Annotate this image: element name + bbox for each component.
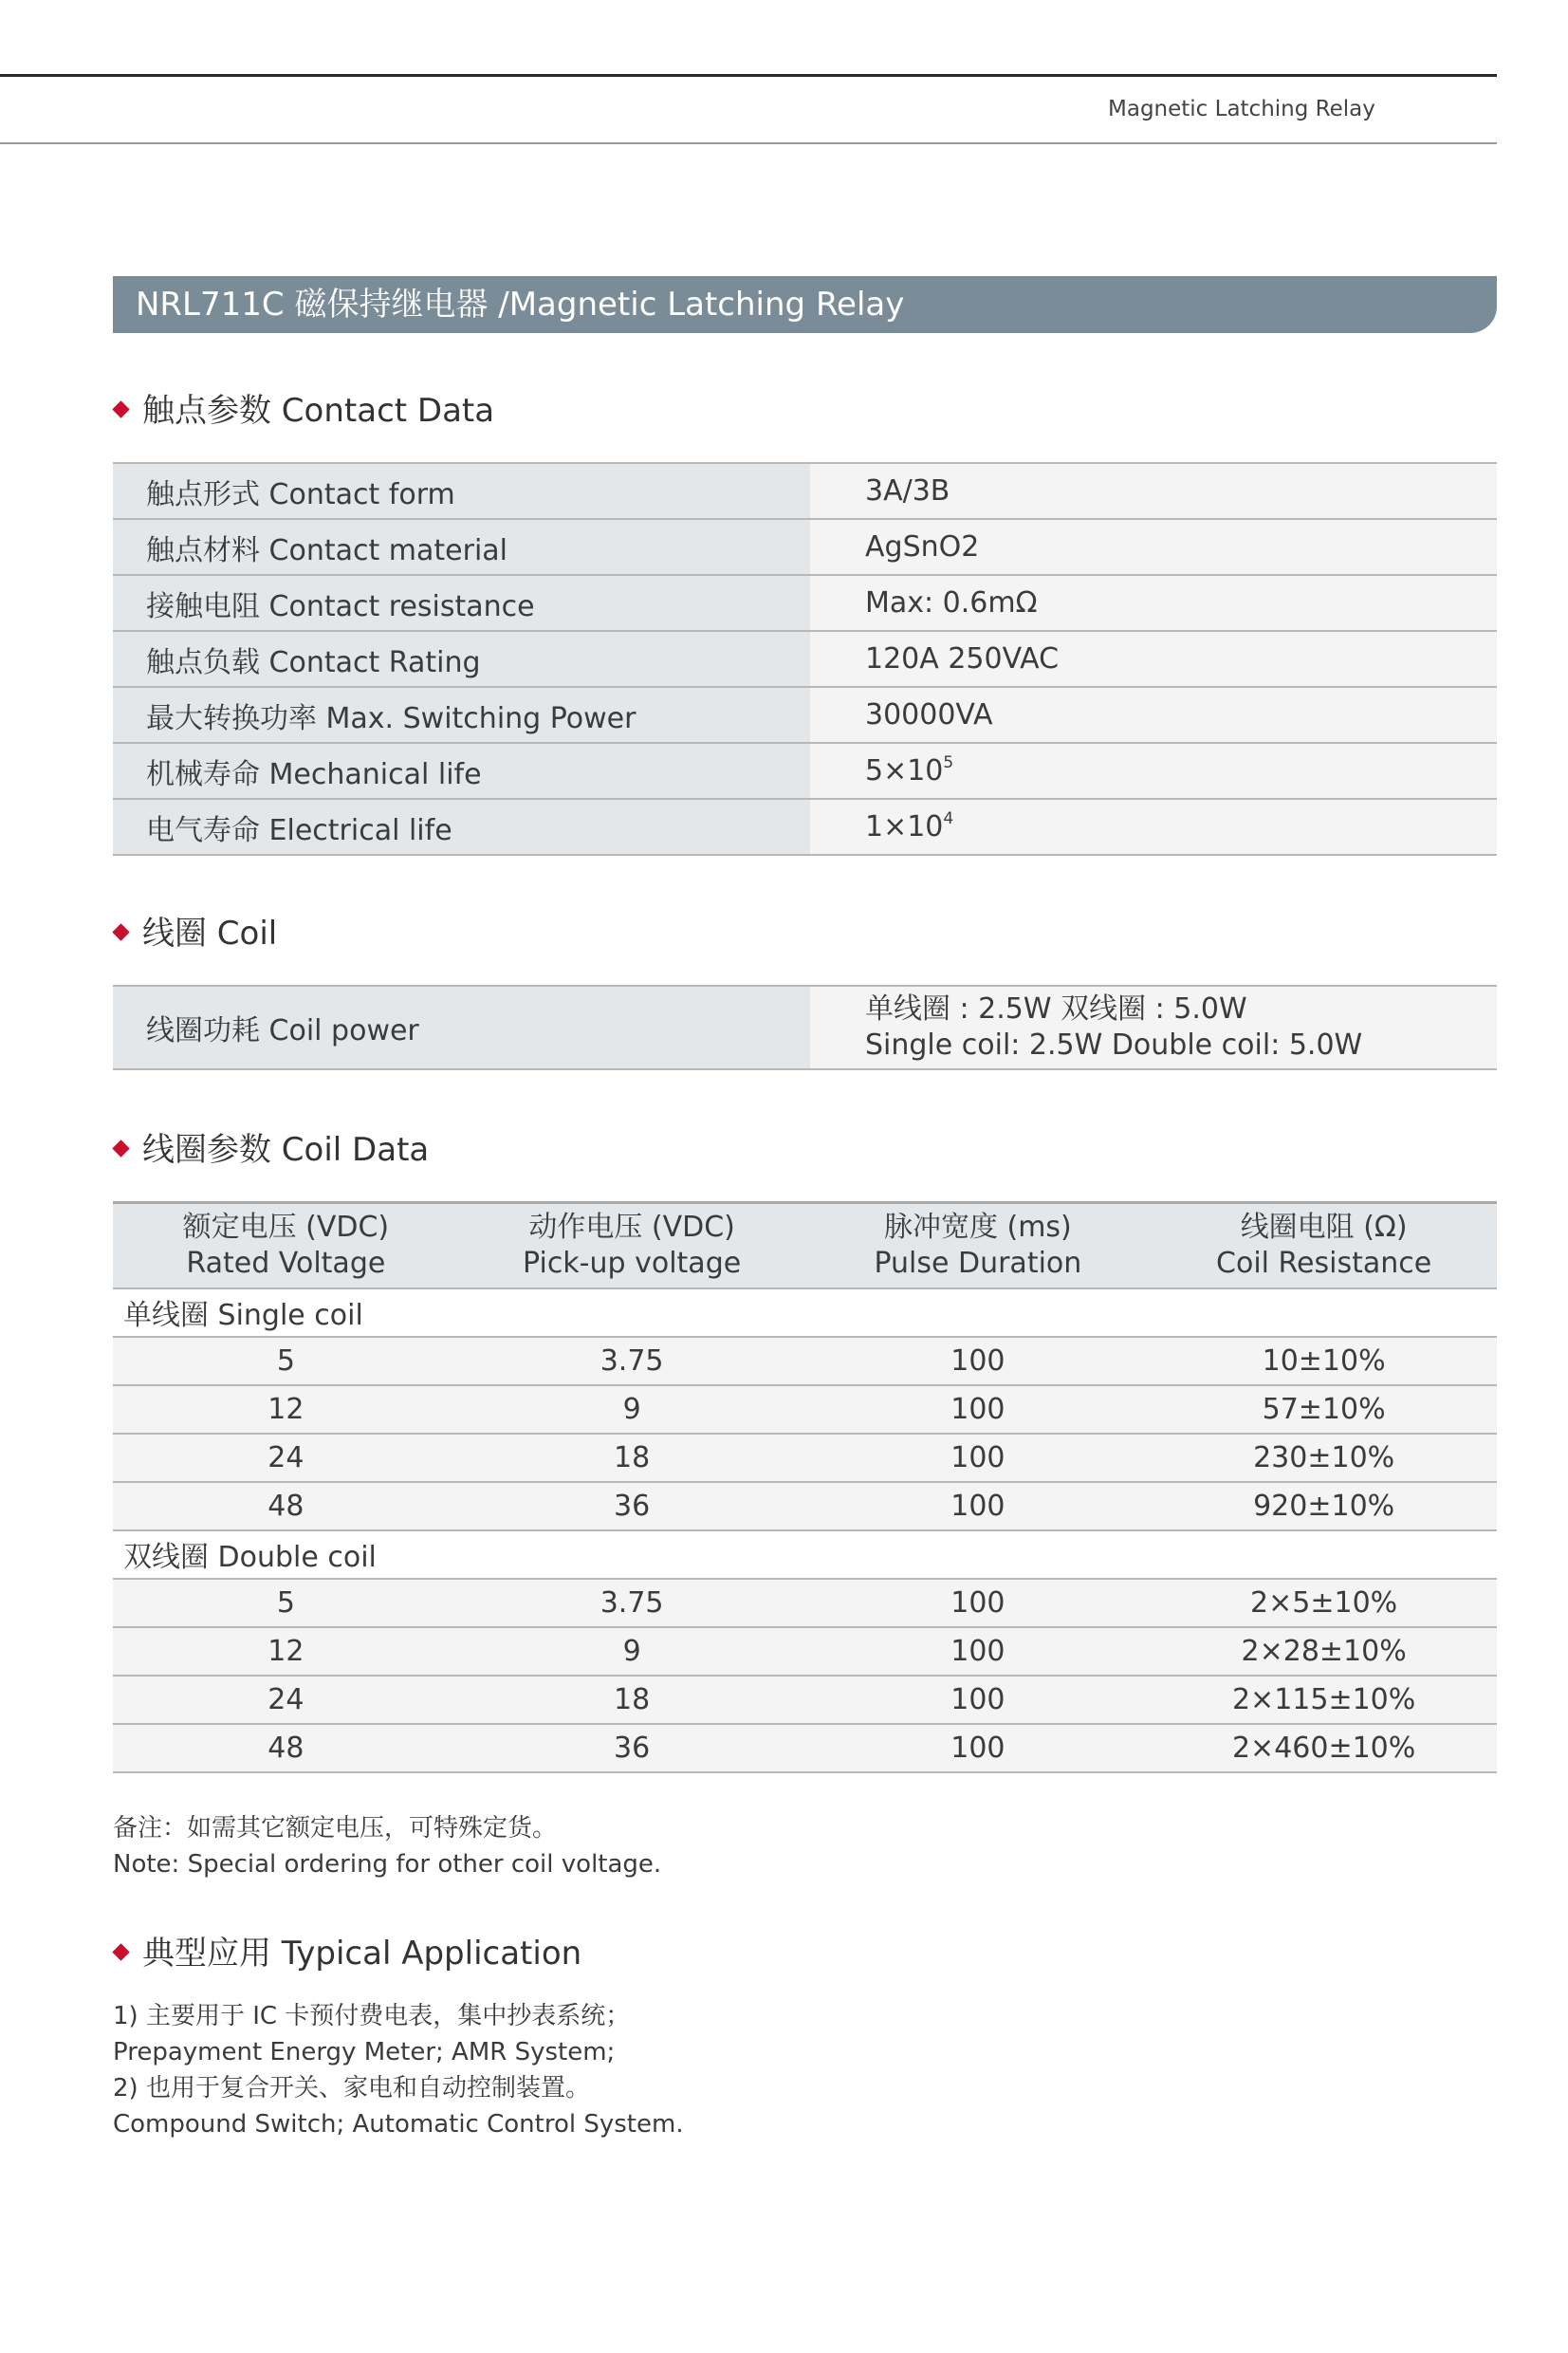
row-label: 接触电阻 Contact resistance bbox=[113, 575, 810, 631]
table-cell: 12 bbox=[267, 1634, 304, 1668]
table-cell: 36 bbox=[614, 1489, 651, 1523]
group-label: 单线圈 Single coil bbox=[123, 1299, 363, 1332]
row-label: 触点形式 Contact form bbox=[113, 463, 810, 519]
value-base: 5×10 bbox=[865, 754, 944, 787]
row-value bbox=[810, 743, 1497, 799]
coil-data-heading-text: 线圈参数 Coil Data bbox=[142, 1131, 430, 1169]
diamond-bullet-icon bbox=[112, 1139, 129, 1157]
table-cell: 100 bbox=[950, 1731, 1005, 1765]
header-bottom-rule bbox=[0, 142, 1497, 144]
table-cell: 5 bbox=[276, 1343, 295, 1378]
table-cell: 920±10% bbox=[1253, 1489, 1395, 1523]
table-cell: 9 bbox=[622, 1634, 641, 1668]
coil-power-en: Single coil: 2.5W Double coil: 5.0W bbox=[865, 1028, 1363, 1062]
column-header-en: Pulse Duration bbox=[874, 1246, 1082, 1280]
table-cell: 100 bbox=[950, 1440, 1005, 1474]
table-row bbox=[113, 1385, 1497, 1434]
application-heading bbox=[115, 1927, 581, 1973]
table-row bbox=[113, 1337, 1497, 1385]
table-row bbox=[113, 1579, 1497, 1627]
table-row bbox=[113, 986, 1497, 1069]
coil-power-table bbox=[113, 985, 1497, 1070]
value-base: 1×10 bbox=[865, 810, 944, 843]
column-header-cn: 额定电压 (VDC) bbox=[182, 1210, 390, 1244]
application-line: Prepayment Energy Meter; AMR System; bbox=[113, 2038, 616, 2066]
application-line: Compound Switch; Automatic Control System. bbox=[113, 2110, 684, 2139]
table-cell: 2×28±10% bbox=[1241, 1634, 1407, 1668]
application-list bbox=[113, 1998, 684, 2142]
table-cell: 9 bbox=[622, 1392, 641, 1426]
column-header-en: Pick-up voltage bbox=[523, 1246, 742, 1280]
row-label: 触点负载 Contact Rating bbox=[113, 631, 810, 687]
table-cell: 24 bbox=[267, 1440, 304, 1474]
table-cell: 230±10% bbox=[1253, 1440, 1395, 1474]
table-cell: 100 bbox=[950, 1489, 1005, 1523]
column-header bbox=[113, 1203, 459, 1288]
row-value: 3A/3B bbox=[810, 463, 1497, 519]
table-row bbox=[113, 1627, 1497, 1676]
table-cell: 48 bbox=[267, 1489, 304, 1523]
table-cell: 3.75 bbox=[600, 1585, 664, 1620]
table-row bbox=[113, 1724, 1497, 1772]
table-row bbox=[113, 463, 1497, 519]
header-top-rule bbox=[0, 74, 1497, 77]
table-cell: 100 bbox=[950, 1634, 1005, 1668]
table-cell: 10±10% bbox=[1262, 1343, 1386, 1378]
column-header-en: Rated Voltage bbox=[186, 1246, 386, 1280]
table-cell: 5 bbox=[276, 1585, 295, 1620]
table-row bbox=[113, 799, 1497, 855]
contact-data-heading bbox=[115, 384, 494, 431]
table-row bbox=[113, 743, 1497, 799]
table-cell: 2×5±10% bbox=[1250, 1585, 1398, 1620]
table-cell: 2×115±10% bbox=[1231, 1682, 1416, 1716]
table-row bbox=[113, 1434, 1497, 1482]
column-header bbox=[805, 1203, 1152, 1288]
row-label: 线圈功耗 Coil power bbox=[113, 986, 810, 1069]
table-cell: 57±10% bbox=[1262, 1392, 1386, 1426]
table-row bbox=[113, 1482, 1497, 1530]
table-cell: 3.75 bbox=[600, 1343, 664, 1378]
value-exponent: 5 bbox=[943, 753, 954, 772]
row-label: 最大转换功率 Max. Switching Power bbox=[113, 687, 810, 743]
application-line: 2) 也用于复合开关、家电和自动控制装置。 bbox=[113, 2074, 590, 2103]
table-header-row bbox=[113, 1203, 1497, 1288]
column-header bbox=[459, 1203, 805, 1288]
contact-data-table bbox=[113, 462, 1497, 856]
diamond-bullet-icon bbox=[112, 1943, 129, 1960]
table-cell: 2×460±10% bbox=[1231, 1731, 1416, 1765]
table-row bbox=[113, 687, 1497, 743]
contact-data-heading-text: 触点参数 Contact Data bbox=[142, 392, 495, 430]
group-label: 双线圈 Double coil bbox=[123, 1541, 377, 1574]
coil-heading-text: 线圈 Coil bbox=[142, 915, 278, 953]
column-header-cn: 线圈电阻 (Ω) bbox=[1240, 1210, 1408, 1244]
row-label: 电气寿命 Electrical life bbox=[113, 799, 810, 855]
row-value: 30000VA bbox=[810, 687, 1497, 743]
column-header-cn: 脉冲宽度 (ms) bbox=[883, 1210, 1072, 1244]
column-header-en: Coil Resistance bbox=[1216, 1246, 1432, 1280]
row-label: 机械寿命 Mechanical life bbox=[113, 743, 810, 799]
group-row-double-coil bbox=[113, 1530, 1497, 1579]
table-cell: 100 bbox=[950, 1343, 1005, 1378]
coil-data-table bbox=[113, 1201, 1497, 1773]
table-cell: 24 bbox=[267, 1682, 304, 1716]
table-cell: 18 bbox=[614, 1440, 651, 1474]
table-cell: 12 bbox=[267, 1392, 304, 1426]
table-row bbox=[113, 519, 1497, 575]
table-cell: 18 bbox=[614, 1682, 651, 1716]
row-value: 120A 250VAC bbox=[810, 631, 1497, 687]
table-row bbox=[113, 575, 1497, 631]
note-block bbox=[113, 1810, 661, 1882]
running-title: Magnetic Latching Relay bbox=[1108, 97, 1375, 121]
note-cn: 备注：如需其它额定电压，可特殊定货。 bbox=[113, 1814, 558, 1843]
column-header bbox=[1151, 1203, 1497, 1288]
table-row bbox=[113, 1676, 1497, 1724]
table-cell: 100 bbox=[950, 1682, 1005, 1716]
diamond-bullet-icon bbox=[112, 923, 129, 940]
row-value: Max: 0.6mΩ bbox=[810, 575, 1497, 631]
row-value: AgSnO2 bbox=[810, 519, 1497, 575]
coil-power-cn: 单线圈 : 2.5W 双线圈 : 5.0W bbox=[865, 992, 1247, 1026]
table-cell: 100 bbox=[950, 1585, 1005, 1620]
table-row bbox=[113, 631, 1497, 687]
coil-data-heading bbox=[115, 1123, 429, 1170]
row-label: 触点材料 Contact material bbox=[113, 519, 810, 575]
application-line: 1) 主要用于 IC 卡预付费电表，集中抄表系统； bbox=[113, 2002, 631, 2030]
coil-heading bbox=[115, 907, 277, 954]
row-value bbox=[810, 799, 1497, 855]
product-title-banner: NRL711C 磁保持继电器 /Magnetic Latching Relay bbox=[113, 276, 1497, 333]
group-row-single-coil bbox=[113, 1288, 1497, 1337]
table-cell: 48 bbox=[267, 1731, 304, 1765]
note-en: Note: Special ordering for other coil voltage. bbox=[113, 1850, 662, 1879]
column-header-cn: 动作电压 (VDC) bbox=[528, 1210, 735, 1244]
row-value bbox=[810, 986, 1497, 1069]
diamond-bullet-icon bbox=[112, 400, 129, 417]
table-cell: 36 bbox=[614, 1731, 651, 1765]
application-heading-text: 典型应用 Typical Application bbox=[142, 1935, 582, 1973]
table-cell: 100 bbox=[950, 1392, 1005, 1426]
value-exponent: 4 bbox=[943, 809, 954, 828]
